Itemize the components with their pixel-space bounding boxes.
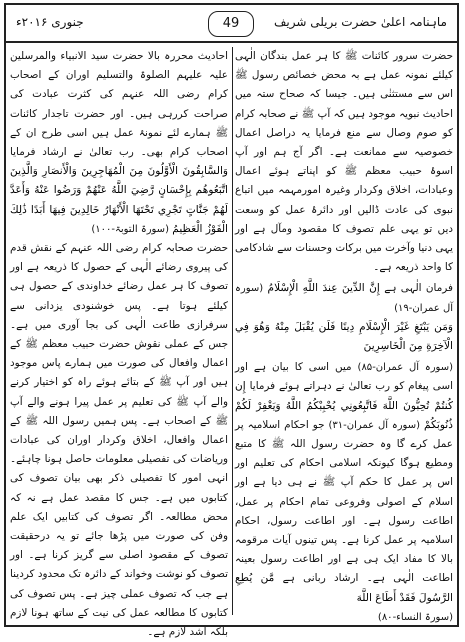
issue-date: جنوری ۲۰۱۶ء <box>16 15 84 29</box>
column-divider <box>232 47 233 615</box>
magazine-title: ماہنامہ اعلیٰ حضرت بریلی شریف <box>273 15 447 29</box>
quran-verse: إِن كُنتُمْ تُحِبُّونَ اللَّهَ فَاتَّبِعُونِي يُحْبِبْكُمُ اللَّهُ وَيَغْفِرْ لَكُمْ ذُنُوبَكُمْ <box>235 380 453 431</box>
paragraph: فرمان الٰہی ہے <box>384 282 453 295</box>
paragraph: حضرت سرور کائنات ﷺ کا ہر عمل بندگان الٰہی کیلئے نمونہ عمل ہے بہ محض خصائص رسول ﷺ اس سے مستثنٰی ہیں۔ جیسا کہ صحاح ستہ میں احادیث نبویہ موجود ہیں کہ آپ ﷺ نے صحابہ کرام کو صوم وصال سے منع فرمایا یہ دراصل اعمال خصوصیہ سے ممانعت ہے۔ اگر آج ہم اور آپ اسوۂ حبیب معظم ﷺ کو اپناتے ہوئے اعمال وعبادات، اخلاق وکردار وغیرہ امورمہمہ میں اتباع نبوی کی عادت ڈالیں اور دائرۂ عمل کو وسعت دیں تو یہی علم تصوف کا مقصود ومآل ہے اور یہی دنیا وآخرت میں برکات وحسنات سے شادکامی کا واحد ذریعہ ہے۔ <box>235 50 453 274</box>
verse-reference: (سورہ آل عمران-۸۵) <box>357 362 453 374</box>
paragraph: حضرت صحابہ کرام رضی اللہ عنہم کے نقش قدم کی پیروی رضائے الٰہی کے حصول کا ذریعہ ہے اور تصوف کا ہر عمل رضائے خداوندی کے حصول ہی کیلئے ہوتا ہے۔ پس خوشنودی یزدانی سے سرفرازی طاعت الٰہی کی بجا آوری میں ہے۔ جس کے عملی نقوش حضرت حبیب معظم ﷺ کے اعمال وافعال کی صورت میں ہمارے پاس موجود ہیں اور آپ ﷺ کے بتائے ہوئے راہ کو اختیار کرنے والے آپ ﷺ کی تعلیم پر عمل پیرا ہونے والے آپ ﷺ کے اصحاب ہے۔ پس ہمیں رسول اللہ ﷺ کے اعمال وافعال، اخلاق وکردار اوران کی عبادات وریاضات کی تفصیلی معلومات حاصل ہونا چاہئے۔ انہی امور کا تفصیلی ذکر بھی بیان تصوف کی کتابوں میں ہے۔ جس کا مقصد عمل ہے نہ کہ محض مطالعہ۔ اگر تصوف کی کتابیں ایک علم وفن کی صورت میں پڑھا جائے تو یہ درحقیقت تصوف کے مقصود اصلی سے گریز کرنا ہے۔ اور تصوف کو نوشت وخواند کے دائرہ تک محدود کردینا ہے جب کہ تصوف عملی چیز ہے۔ پس تصوف کی کتابوں کا مطالعہ عمل کی نیت کے ساتھ ہونا لازم بلکہ اشد لازم ہے۔ <box>10 242 228 639</box>
verse-reference: (سورہ آل عمران-۳۱) <box>328 419 421 431</box>
paragraph: احادیث محررہ بالا حضرت سید الانبیاء والمرسلین علیہ علیہم الصلوۃ والتسلیم اوران کے اصحاب کرام رضی اللہ عنہم کی کثرت عبادت کی صراحت کررہی ہیں۔ اور حضرت تاجدار کائنات ﷺ ہمارے لئے نمونۂ عمل ہیں اسی طرح ان کے اصحاب کرام بھی۔ رب تعالیٰ نے ارشاد فرمایا <box>10 50 228 159</box>
quran-verse: مَّن يُطِعِ الرَّسُولَ فَقَدْ أَطَاعَ اللَّهَ <box>235 572 453 604</box>
paragraph: جو احکام اسلامیہ پر عمل کرے گا وہ حضرت رسول اللہ ﷺ کا متبع ومطیع ہوگا کیونکہ اسلامی احکام کی تعلیم اور اس پر عمل کا حکم آپ ﷺ نے ہی دیا ہے اور اسلام کے اصولی وفروعی تمام احکام پر عمل، اطاعت رسول ہے۔ اور اطاعت رسول، احکام اسلامیہ پر عمل کرنا ہے۔ پس تینوں آیات مرقومہ بالا کا مفاد ایک ہی ہے اور اطاعت رسول بعینہ اطاعت الٰہی ہے۔ ارشاد ربانی ہے <box>235 418 453 585</box>
page-header <box>6 5 457 43</box>
page-number: 49 <box>208 11 254 37</box>
left-column <box>10 47 228 639</box>
quran-verse: إِنَّ الدِّينَ عِندَ اللَّهِ الْإِسْلَامُ <box>267 282 380 295</box>
verse-reference: (سورہ آل عمران-۱۹) <box>235 283 453 314</box>
paragraph: میں اسی کا بیان ہے اور اسی پیغام کو رب تعالیٰ نے دہراتے ہوئے فرمایا <box>235 361 453 393</box>
right-column <box>235 47 453 623</box>
verse-reference: (سورۃ التوبۃ-۱۰۰) <box>91 223 169 235</box>
page-frame <box>4 3 459 639</box>
verse-reference: (سورۃ النساء-۸۰) <box>377 611 453 623</box>
quran-verse: وَمَن يَبْتَغِ غَيْرَ الْإِسْلَامِ دِينًا فَلَن يُقْبَلَ مِنْهُ وَهُوَ فِي الْآخِرَةِ مِنَ الْخَاسِرِينَ <box>235 320 453 353</box>
quran-verse: وَالسَّابِقُونَ الْأَوَّلُونَ مِنَ الْمُهَاجِرِينَ وَالْأَنصَارِ وَالَّذِينَ اتَّبَعُوهُم بِإِحْسَانٍ رَّضِيَ اللَّهُ عَنْهُمْ وَرَضُوا عَنْهُ وَأَعَدَّ لَهُمْ جَنَّاتٍ تَجْرِي تَحْتَهَا الْأَنْهَارُ خَالِدِينَ فِيهَا أَبَدًا ذَٰلِكَ الْفَوْزُ الْعَظِيمُ <box>10 165 228 235</box>
